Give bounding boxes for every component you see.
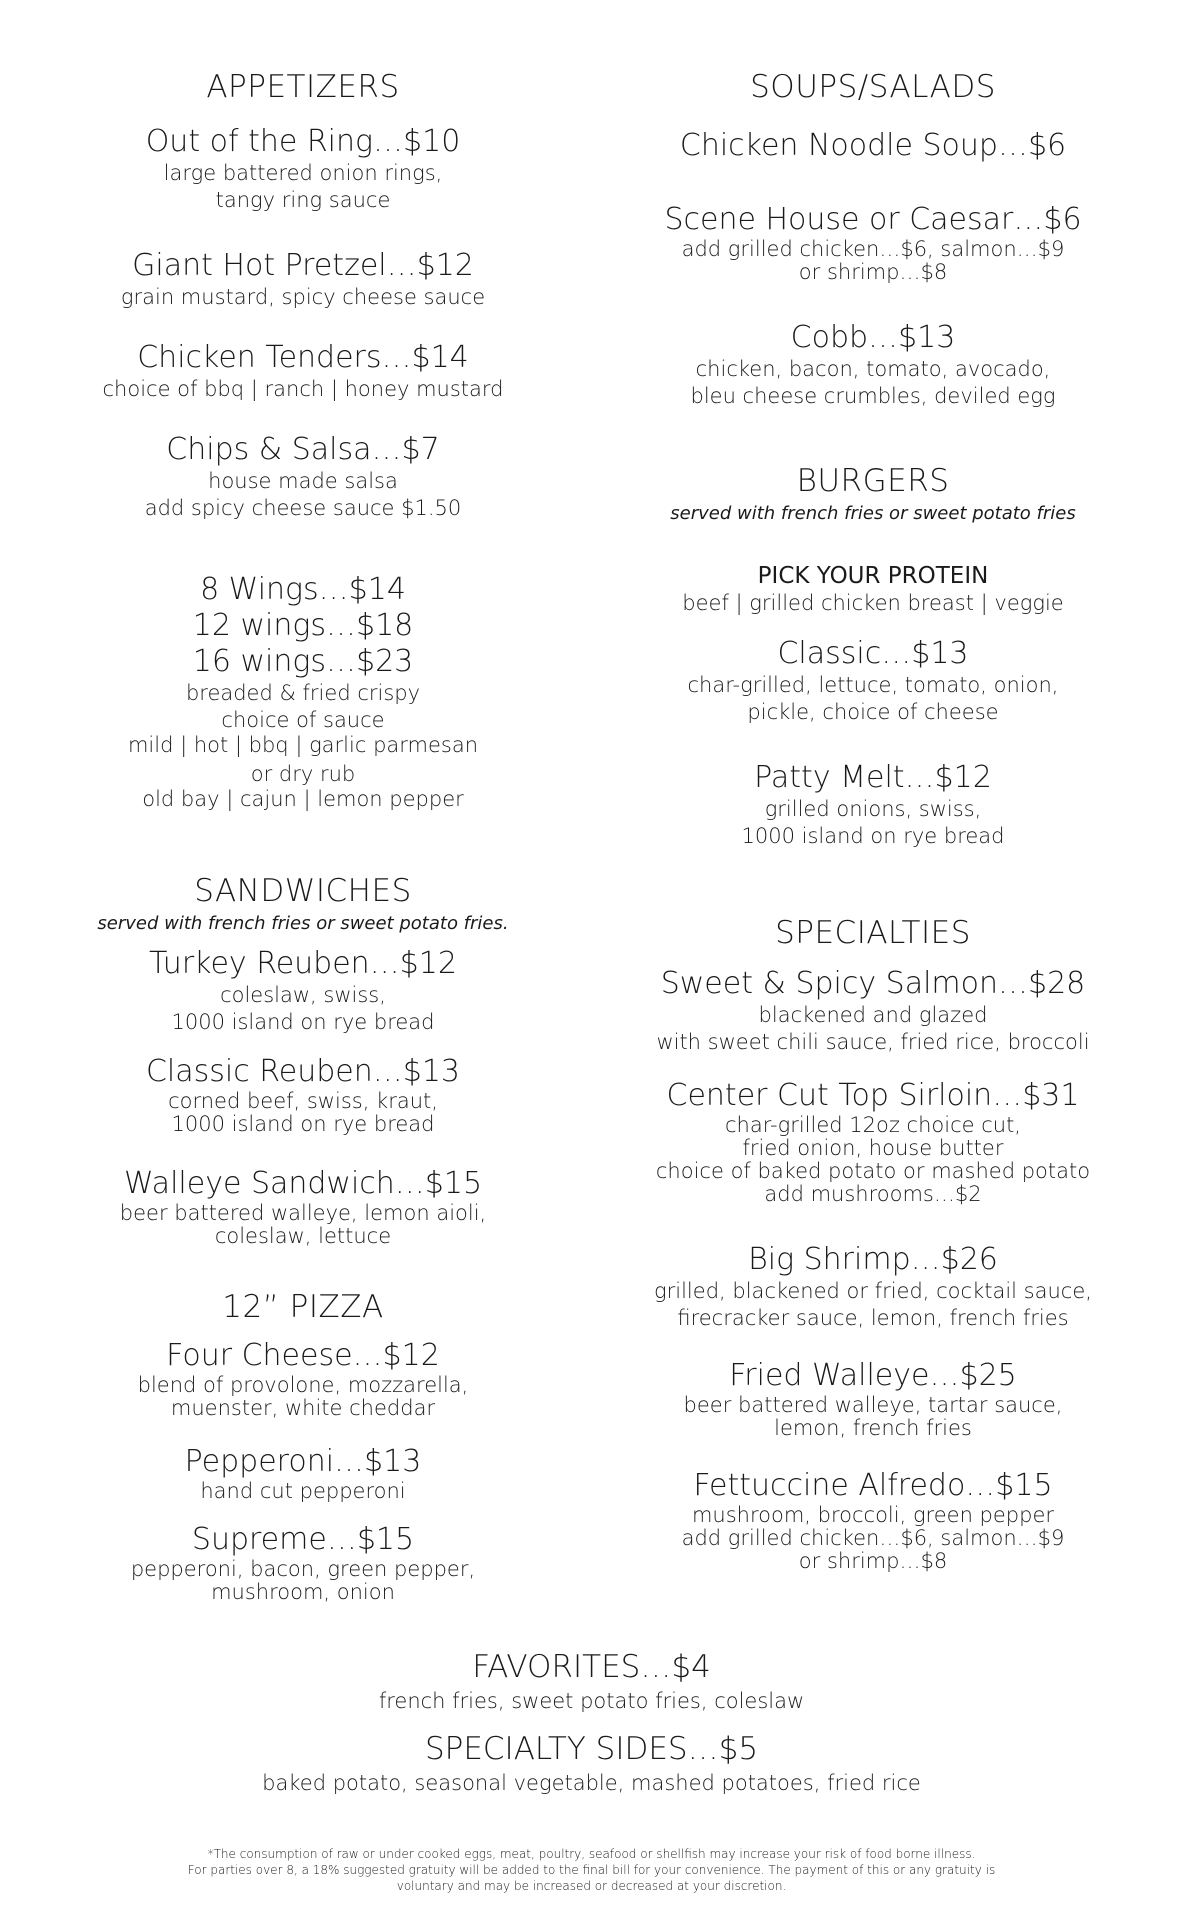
item-desc-line: or dry rub bbox=[250, 762, 356, 786]
item-name: Classic…$13 bbox=[777, 636, 969, 671]
item-desc-line: lemon, french fries bbox=[774, 1416, 972, 1440]
menu-item-patty-melt bbox=[600, 760, 1146, 850]
item-desc-line: grain mustard, spicy cheese sauce bbox=[120, 285, 486, 309]
item-desc-line: mild | hot | bbq | garlic parmesan bbox=[127, 733, 479, 757]
item-desc-line: add mushrooms…$2 bbox=[764, 1182, 982, 1206]
menu-item-fettuccine-alfredo bbox=[600, 1468, 1146, 1573]
item-desc-line: pepperoni, bacon, green pepper, bbox=[130, 1557, 476, 1581]
menu-item-pepperoni bbox=[30, 1444, 576, 1503]
item-name: Fettuccine Alfredo…$15 bbox=[693, 1468, 1053, 1503]
item-desc-line: chicken, bacon, tomato, avocado, bbox=[695, 357, 1051, 381]
pick-protein-title: PICK YOUR PROTEIN bbox=[757, 563, 989, 589]
item-name: Walleye Sandwich…$15 bbox=[123, 1166, 483, 1201]
item-desc-line: 1000 island on rye bread bbox=[741, 824, 1005, 848]
item-desc-line: add grilled chicken…$6, salmon…$9 bbox=[681, 1526, 1065, 1550]
item-desc-line: char-grilled, lettuce, tomato, onion, bbox=[687, 673, 1059, 697]
item-desc-line: fried onion, house butter bbox=[742, 1136, 1004, 1160]
item-desc-line: hand cut pepperoni bbox=[200, 1479, 406, 1503]
item-name: Patty Melt…$12 bbox=[754, 760, 992, 795]
item-desc-line: blackened and glazed bbox=[758, 1003, 988, 1027]
disclaimer-line: *The consumption of raw or under cooked eggs, meat, poultry, seafood or shellfish may increase your risk of food borne illness. bbox=[207, 1847, 976, 1861]
menu-item-turkey-reuben bbox=[30, 946, 576, 1036]
wings-line: 12 wings…$18 bbox=[192, 608, 414, 643]
item-desc-line: add spicy cheese sauce $1.50 bbox=[144, 496, 462, 520]
menu-item-supreme bbox=[30, 1522, 576, 1604]
menu-item-walleye-sandwich bbox=[30, 1166, 576, 1248]
wings-line: 8 Wings…$14 bbox=[200, 572, 406, 607]
item-desc-line: mushroom, onion bbox=[211, 1580, 395, 1604]
item-desc-line: pickle, choice of cheese bbox=[747, 700, 999, 724]
item-name: Out of the Ring…$10 bbox=[145, 124, 461, 159]
favorites-title: FAVORITES…$4 bbox=[472, 1649, 711, 1685]
item-desc-line: 1000 island on rye bread bbox=[171, 1112, 435, 1136]
item-desc-line: old bay | cajun | lemon pepper bbox=[142, 787, 464, 811]
sandwiches-heading: SANDWICHES bbox=[194, 873, 412, 909]
appetizers-heading: APPETIZERS bbox=[206, 69, 400, 105]
item-name: Scene House or Caesar…$6 bbox=[664, 202, 1082, 237]
wings-line: 16 wings…$23 bbox=[192, 644, 414, 679]
item-desc-line: muenster, white cheddar bbox=[170, 1396, 436, 1420]
menu-item-four-cheese bbox=[30, 1338, 576, 1420]
item-desc-line: blend of provolone, mozzarella, bbox=[137, 1373, 469, 1397]
menu-item-chicken-noodle-soup bbox=[600, 128, 1146, 164]
item-name: Chicken Tenders…$14 bbox=[137, 340, 469, 375]
item-desc-line: corned beef, swiss, kraut, bbox=[168, 1089, 438, 1113]
item-name: Center Cut Top Sirloin…$31 bbox=[666, 1078, 1080, 1113]
item-desc-line: bleu cheese crumbles, deviled egg bbox=[690, 384, 1056, 408]
item-desc-line: mushroom, broccoli, green pepper bbox=[691, 1503, 1055, 1527]
item-name: Four Cheese…$12 bbox=[166, 1338, 440, 1373]
item-desc-line: house made salsa bbox=[208, 469, 398, 493]
sandwiches-subheading: served with french fries or sweet potato fries. bbox=[97, 913, 509, 934]
disclaimer-line: voluntary and may be increased or decreased at your discretion. bbox=[396, 1879, 787, 1893]
menu-item-out-of-the-ring bbox=[30, 124, 576, 214]
menu-item-fried-walleye bbox=[600, 1358, 1146, 1440]
pizza-heading: 12” PIZZA bbox=[222, 1289, 384, 1325]
item-name: Giant Hot Pretzel…$12 bbox=[132, 248, 474, 283]
specialties-heading: SPECIALTIES bbox=[775, 915, 971, 951]
item-desc-line: large battered onion rings, bbox=[163, 161, 443, 185]
menu-item-chicken-tenders bbox=[30, 340, 576, 403]
item-desc-line: tangy ring sauce bbox=[215, 188, 391, 212]
item-desc-line: coleslaw, lettuce bbox=[214, 1224, 392, 1248]
burgers-subheading: served with french fries or sweet potato fries bbox=[670, 503, 1076, 524]
menu-item-chips-salsa bbox=[30, 432, 576, 522]
item-desc-line: firecracker sauce, lemon, french fries bbox=[677, 1306, 1069, 1330]
item-name: Cobb…$13 bbox=[790, 320, 956, 355]
item-name: Classic Reuben…$13 bbox=[145, 1054, 461, 1089]
menu-item-big-shrimp bbox=[600, 1242, 1146, 1332]
menu-item-giant-hot-pretzel bbox=[30, 248, 576, 311]
disclaimer bbox=[0, 1846, 1183, 1894]
item-desc-line: add grilled chicken…$6, salmon…$9 bbox=[681, 237, 1065, 261]
item-desc-line: or shrimp…$8 bbox=[798, 260, 948, 284]
item-name: Big Shrimp…$26 bbox=[748, 1242, 998, 1277]
menu-item-classic-burger bbox=[600, 636, 1146, 726]
menu-item-top-sirloin bbox=[600, 1078, 1146, 1206]
item-name: Supreme…$15 bbox=[191, 1522, 415, 1557]
item-name: Turkey Reuben…$12 bbox=[149, 946, 457, 981]
burgers-heading: BURGERS bbox=[796, 463, 950, 499]
menu-item-wings bbox=[30, 572, 576, 811]
item-name: Chips & Salsa…$7 bbox=[166, 432, 440, 467]
menu-item-house-or-caesar bbox=[600, 202, 1146, 284]
item-name: Pepperoni…$13 bbox=[184, 1444, 422, 1479]
pick-your-protein bbox=[600, 562, 1146, 617]
item-desc-line: or shrimp…$8 bbox=[798, 1549, 948, 1573]
specialty-sides-desc: baked potato, seasonal vegetable, mashed potatoes, fried rice bbox=[262, 1771, 921, 1795]
item-desc-line: grilled, blackened or fried, cocktail sauce, bbox=[654, 1279, 1092, 1303]
item-desc-line: char-grilled 12oz choice cut, bbox=[725, 1113, 1021, 1137]
menu-item-sweet-spicy-salmon bbox=[600, 966, 1146, 1056]
item-desc-line: beer battered walleye, tartar sauce, bbox=[683, 1393, 1063, 1417]
item-desc-line: grilled onions, swiss, bbox=[764, 797, 982, 821]
soups-salads-heading: SOUPS/SALADS bbox=[750, 69, 996, 105]
item-name: Fried Walleye…$25 bbox=[729, 1358, 1017, 1393]
item-desc-line: breaded & fried crispy bbox=[185, 681, 421, 705]
menu-item-cobb bbox=[600, 320, 1146, 410]
item-desc-line: with sweet chili sauce, fried rice, broccoli bbox=[656, 1030, 1090, 1054]
pick-protein-options: beef | grilled chicken breast | veggie bbox=[682, 591, 1064, 615]
item-name: Chicken Noodle Soup…$6 bbox=[679, 128, 1067, 163]
disclaimer-line: For parties over 8, a 18% suggested gratuity will be added to the final bill for your convenience. The payment of this or any gratuity is bbox=[187, 1863, 996, 1877]
item-desc-line: coleslaw, swiss, bbox=[220, 983, 386, 1007]
item-desc-line: choice of bbq | ranch | honey mustard bbox=[102, 377, 504, 401]
menu-item-classic-reuben bbox=[30, 1054, 576, 1136]
item-desc-line: choice of baked potato or mashed potato bbox=[655, 1159, 1091, 1183]
favorites-desc: french fries, sweet potato fries, coleslaw bbox=[378, 1689, 805, 1713]
item-desc-line: 1000 island on rye bread bbox=[171, 1010, 435, 1034]
specialty-sides-title: SPECIALTY SIDES…$5 bbox=[424, 1731, 759, 1767]
item-name: Sweet & Spicy Salmon…$28 bbox=[660, 966, 1086, 1001]
item-desc-line: beer battered walleye, lemon aioli, bbox=[119, 1201, 487, 1225]
item-desc-line: choice of sauce bbox=[221, 708, 385, 732]
